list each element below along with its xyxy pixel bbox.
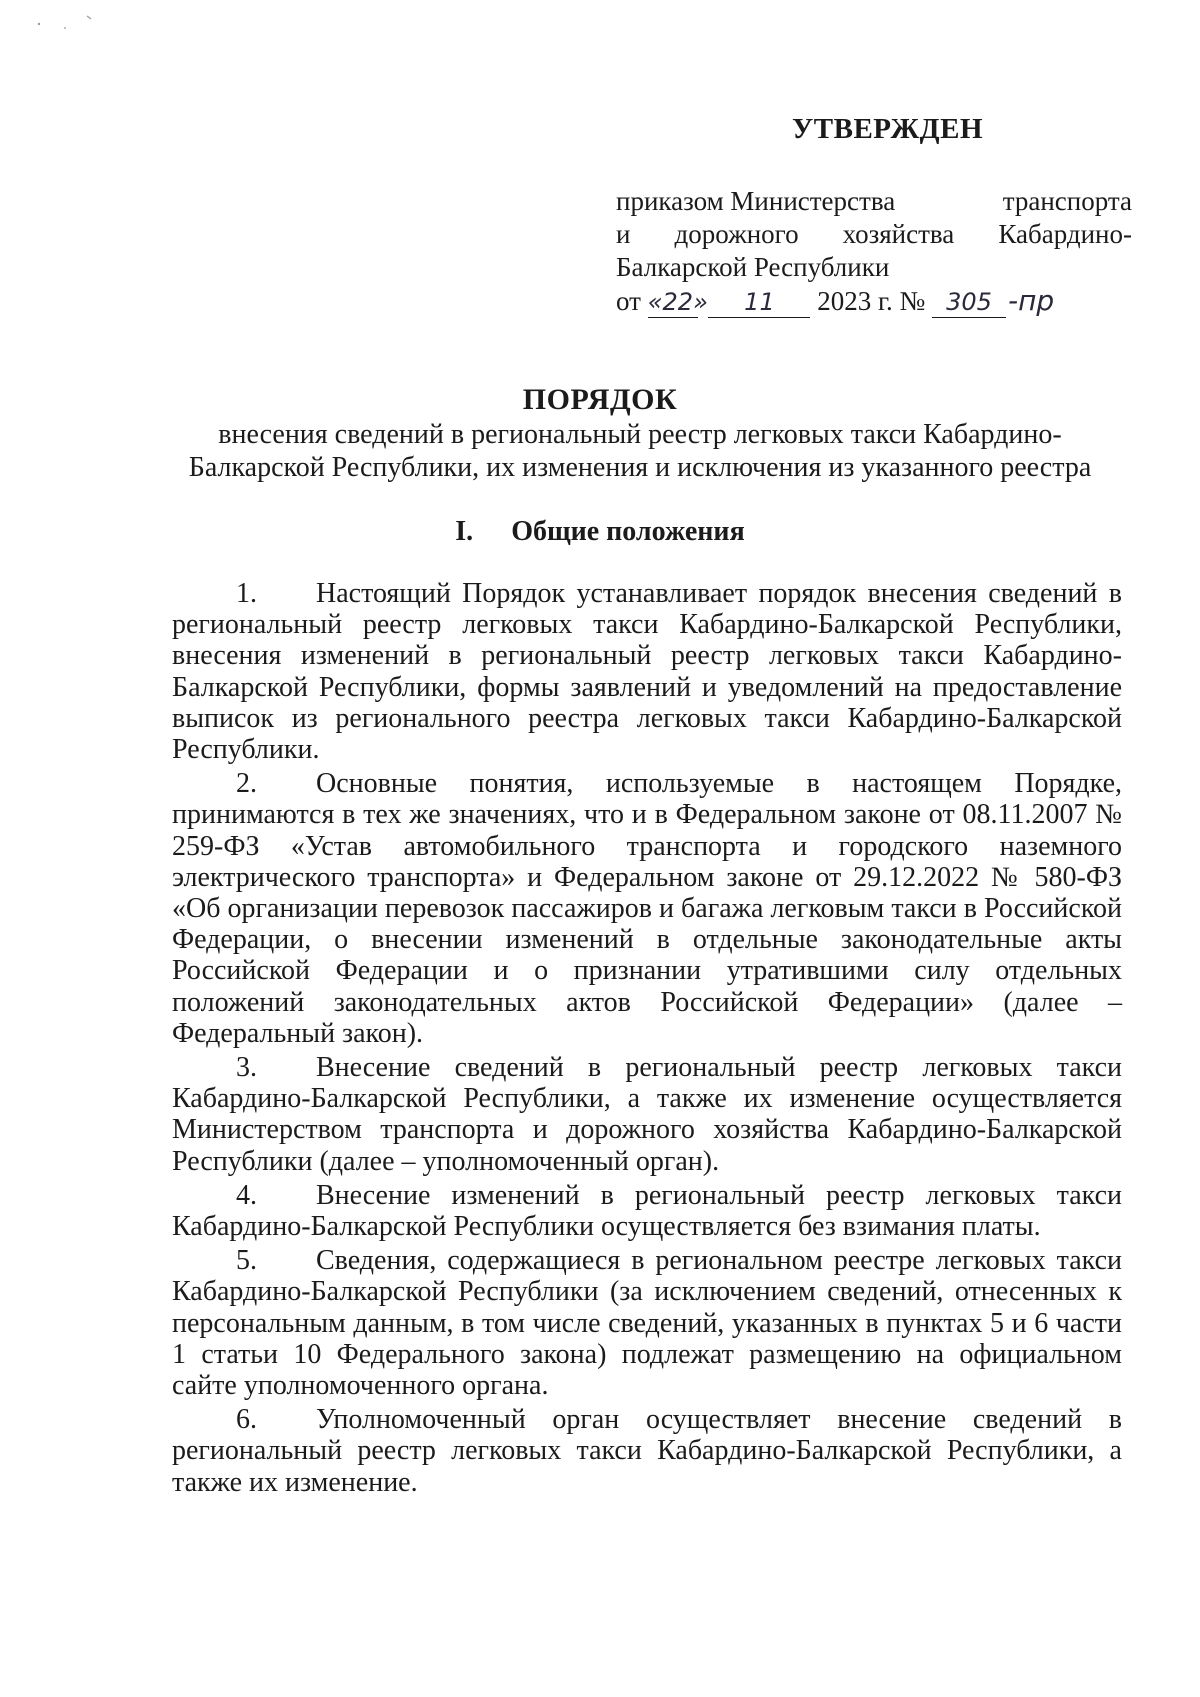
- paragraph-1: [172, 578, 1122, 765]
- paragraph-text: Уполномоченный орган осуществляет внесение сведений в региональный реестр легковых такси Кабардино-Балкарской Республики, а также их изменение.: [172, 1404, 1122, 1498]
- section-heading: [0, 516, 1200, 548]
- paragraph-4: [172, 1180, 1122, 1242]
- paragraph-2: [172, 768, 1122, 1049]
- section-title: Общие положения: [511, 516, 745, 547]
- approval-line-2: [616, 218, 1132, 251]
- approval-line-1: [616, 185, 1132, 218]
- paragraph-text: Внесение изменений в региональный реестр легковых такси Кабардино-Балкарской Республики осуществляется без взимания платы.: [172, 1179, 1122, 1243]
- day-close-quote: »: [693, 288, 708, 316]
- paragraph-number: 2.: [236, 768, 257, 800]
- approval-line-2-word: Кабардино-: [998, 219, 1132, 249]
- paragraph-number: 1.: [236, 578, 257, 609]
- day-open-quote: «: [647, 288, 663, 316]
- date-prefix: от: [616, 286, 641, 316]
- paragraph-number: 5.: [236, 1245, 257, 1277]
- handwritten-order-number-field: [932, 287, 1006, 318]
- scan-speck-marks: [35, 10, 115, 34]
- paragraph-number: 4.: [236, 1179, 257, 1211]
- handwritten-order-number: 305: [946, 288, 992, 316]
- approval-line-3: Балкарской Республики: [616, 252, 890, 282]
- handwritten-day-field: [647, 287, 708, 318]
- paragraph-6: [172, 1404, 1122, 1498]
- approval-line-1-right: транспорта: [1002, 186, 1132, 216]
- paragraph-number: 3.: [236, 1052, 257, 1084]
- approval-heading: УТВЕРЖДЕН: [792, 113, 984, 145]
- section-number: I.: [455, 516, 474, 547]
- approval-block: [616, 185, 1132, 324]
- document-title: ПОРЯДОК: [522, 383, 678, 416]
- order-year-number-label: 2023 г. №: [817, 286, 926, 316]
- handwritten-month: 11: [744, 288, 775, 316]
- approval-date-line: [616, 284, 1132, 324]
- document-body: [172, 578, 1122, 1501]
- handwritten-month-field: [708, 287, 810, 318]
- paragraph-5: [172, 1245, 1122, 1401]
- paragraph-3: [172, 1052, 1122, 1177]
- approval-line-2-word: хозяйства: [842, 219, 955, 249]
- paragraph-text: Основные понятия, используемые в настоящем Порядке, принимаются в тех же значениях, что и в Федеральном законе от 08.11.2007 № 259-ФЗ «Устав автомобильного транспорта и городского наземного электрического транспорта» и Федеральном законе от 29.12.2022 № 580-ФЗ «Об организации перевозок пассажиров и багажа легковым такси в Российской Федерации, о внесении изменений в отдельные законодательные акты Российской Федерации и о признании утратившими силу отдельных положений законодательных актов Российской Федерации» (далее – Федеральный закон).: [172, 768, 1122, 1049]
- document-subtitle: внесения сведений в региональный реестр легковых такси Кабардино-Балкарской Республики, их изменения и исключения из указанного реестра: [188, 419, 1092, 483]
- approval-line-2-word: дорожного: [674, 219, 799, 249]
- approval-line-2-word: и: [616, 219, 631, 249]
- paragraph-text: Настоящий Порядок устанавливает порядок внесения сведений в региональный реестр легковых такси Кабардино-Балкарской Республики, внесения изменений в региональный реестр легковых такси Кабардино-Балкарской Республики, формы заявлений и уведомлений на предоставление выписок из регионального реестра легковых такси Кабардино-Балкарской Республики.: [172, 578, 1122, 766]
- handwritten-day: 22: [662, 288, 694, 316]
- approval-line-1-left: приказом Министерства: [616, 186, 896, 216]
- paragraph-number: 6.: [236, 1404, 257, 1436]
- handwritten-order-suffix: -пр: [1008, 284, 1055, 317]
- paragraph-text: Внесение сведений в региональный реестр легковых такси Кабардино-Балкарской Республики, а также их изменение осуществляется Министерством транспорта и дорожного хозяйства Кабардино-Балкарской Республики (далее – уполномоченный орган).: [172, 1052, 1122, 1177]
- paragraph-text: Сведения, содержащиеся в региональном реестре легковых такси Кабардино-Балкарской Республики (за исключением сведений, отнесенных к персональным данным, в том числе сведений, указанных в пунктах 5 и 6 части 1 статьи 10 Федерального закона) подлежат размещению на официальном сайте уполномоченного органа.: [172, 1245, 1122, 1402]
